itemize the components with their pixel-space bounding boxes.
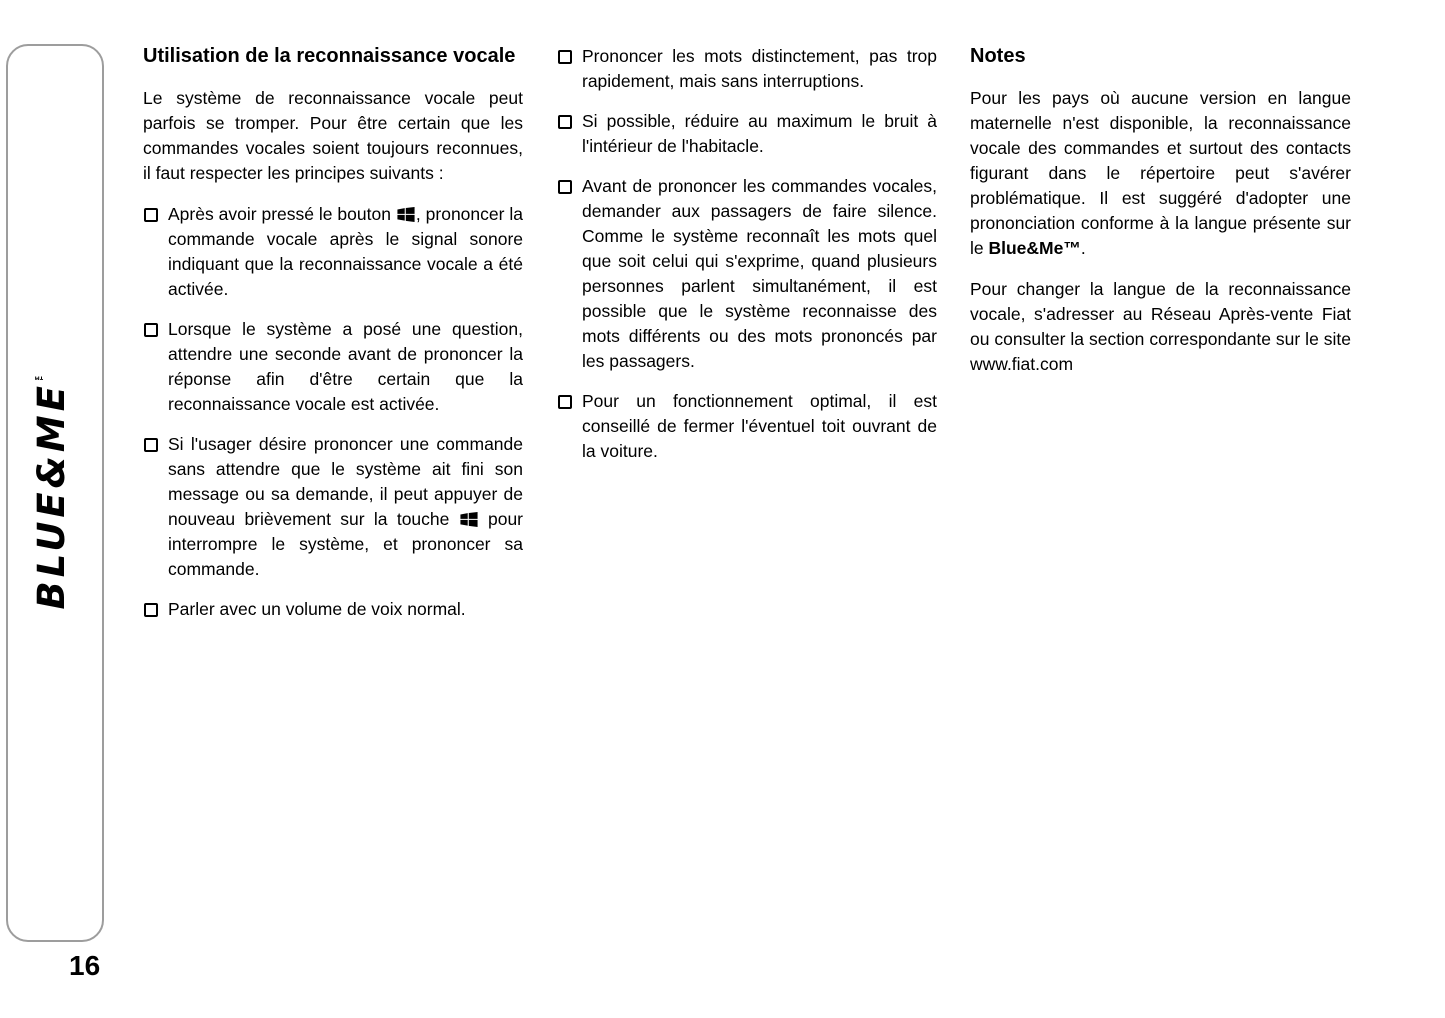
list-item-text: Parler avec un volume de voix normal. bbox=[168, 599, 466, 619]
list-item-text bbox=[168, 202, 523, 302]
list-item bbox=[143, 432, 523, 582]
blueandme-logo bbox=[30, 368, 73, 609]
notes-paragraph-1-end: . bbox=[1080, 238, 1086, 258]
list-item-text: Si possible, réduire au maximum le bruit à l'intérieur de l'habitacle. bbox=[582, 111, 937, 156]
square-bullet-icon bbox=[144, 603, 158, 617]
blueandme-logo-text: BLUE&ME bbox=[30, 382, 73, 610]
list-item bbox=[143, 317, 523, 417]
notes-paragraph-1-text: Pour les pays où aucune version en langue maternelle n'est disponible, la reconnaissance vocale des commandes et surtout des contacts figurant dans le répertoire peut s'avérer problématique. Il est suggéré d'adopter une prononciation conforme à la langue présente sur le bbox=[970, 88, 1351, 258]
square-bullet-icon bbox=[144, 208, 158, 222]
square-bullet-icon bbox=[144, 438, 158, 452]
list-item-text-post: , prononcer la commande vocale après le signal sonore indiquant que la reconnaissance vocale a été activée. bbox=[168, 204, 523, 299]
list-item-text-pre: Si l'usager désire prononcer une commande sans attendre que le système ait fini son message ou sa demande, il peut appuyer de nouveau brièvement sur la touche bbox=[168, 434, 523, 529]
list-item bbox=[557, 109, 937, 159]
list-item bbox=[143, 597, 523, 622]
list-item-text bbox=[168, 432, 523, 582]
list-item-text: Lorsque le système a posé une question, attendre une seconde avant de prononcer la réponse afin d'être certain que la reconnaissance vocale est activée. bbox=[168, 319, 523, 414]
list-item-text: Pour un fonctionnement optimal, il est conseillé de fermer l'éventuel toit ouvrant de la voiture. bbox=[582, 391, 937, 461]
list-item-text-pre: Après avoir pressé le bouton bbox=[168, 204, 396, 224]
list-item-text: Avant de prononcer les commandes vocales, demander aux passagers de faire silence. Comme le système reconnaît les mots quel que soit celui qui s'exprime, quand plusieurs personnes parlent simultanément, il est possible que le système reconnaisse des mots différents ou des mots prononcés par les passagers. bbox=[582, 176, 937, 371]
section-heading-notes: Notes bbox=[970, 45, 1026, 67]
square-bullet-icon bbox=[558, 180, 572, 194]
list-item-text-post: pour interrompre le système, et prononcer sa commande. bbox=[168, 509, 524, 579]
list-item-text: Prononcer les mots distinctement, pas trop rapidement, mais sans interruptions. bbox=[582, 46, 937, 91]
list-item bbox=[557, 389, 937, 464]
trademark-symbol: ™ bbox=[31, 368, 46, 382]
square-bullet-icon bbox=[558, 50, 572, 64]
section-heading-voice-recognition: Utilisation de la reconnaissance vocale bbox=[143, 45, 516, 67]
square-bullet-icon bbox=[558, 395, 572, 409]
column-notes bbox=[970, 44, 1351, 377]
blueandme-inline-brand: Blue&Me™ bbox=[988, 238, 1081, 258]
page-number: 16 bbox=[69, 950, 101, 981]
square-bullet-icon bbox=[144, 323, 158, 337]
notes-paragraph-1 bbox=[970, 86, 1351, 261]
list-item bbox=[143, 202, 523, 302]
list-item bbox=[557, 44, 937, 94]
column-voice-tips bbox=[557, 44, 937, 479]
list-item bbox=[557, 174, 937, 374]
notes-paragraph-2: Pour changer la langue de la reconnaissance vocale, s'adresser au Réseau Après-vente Fiat ou consulter la section correspondante sur le site www.fiat.com bbox=[970, 279, 1351, 374]
windows-key-icon bbox=[460, 512, 478, 527]
intro-paragraph: Le système de reconnaissance vocale peut parfois se tromper. Pour être certain que les commandes vocales soient toujours reconnues, il faut respecter les principes suivants : bbox=[143, 88, 523, 183]
windows-key-icon bbox=[397, 207, 415, 222]
square-bullet-icon bbox=[558, 115, 572, 129]
column-voice-recognition bbox=[143, 44, 523, 637]
